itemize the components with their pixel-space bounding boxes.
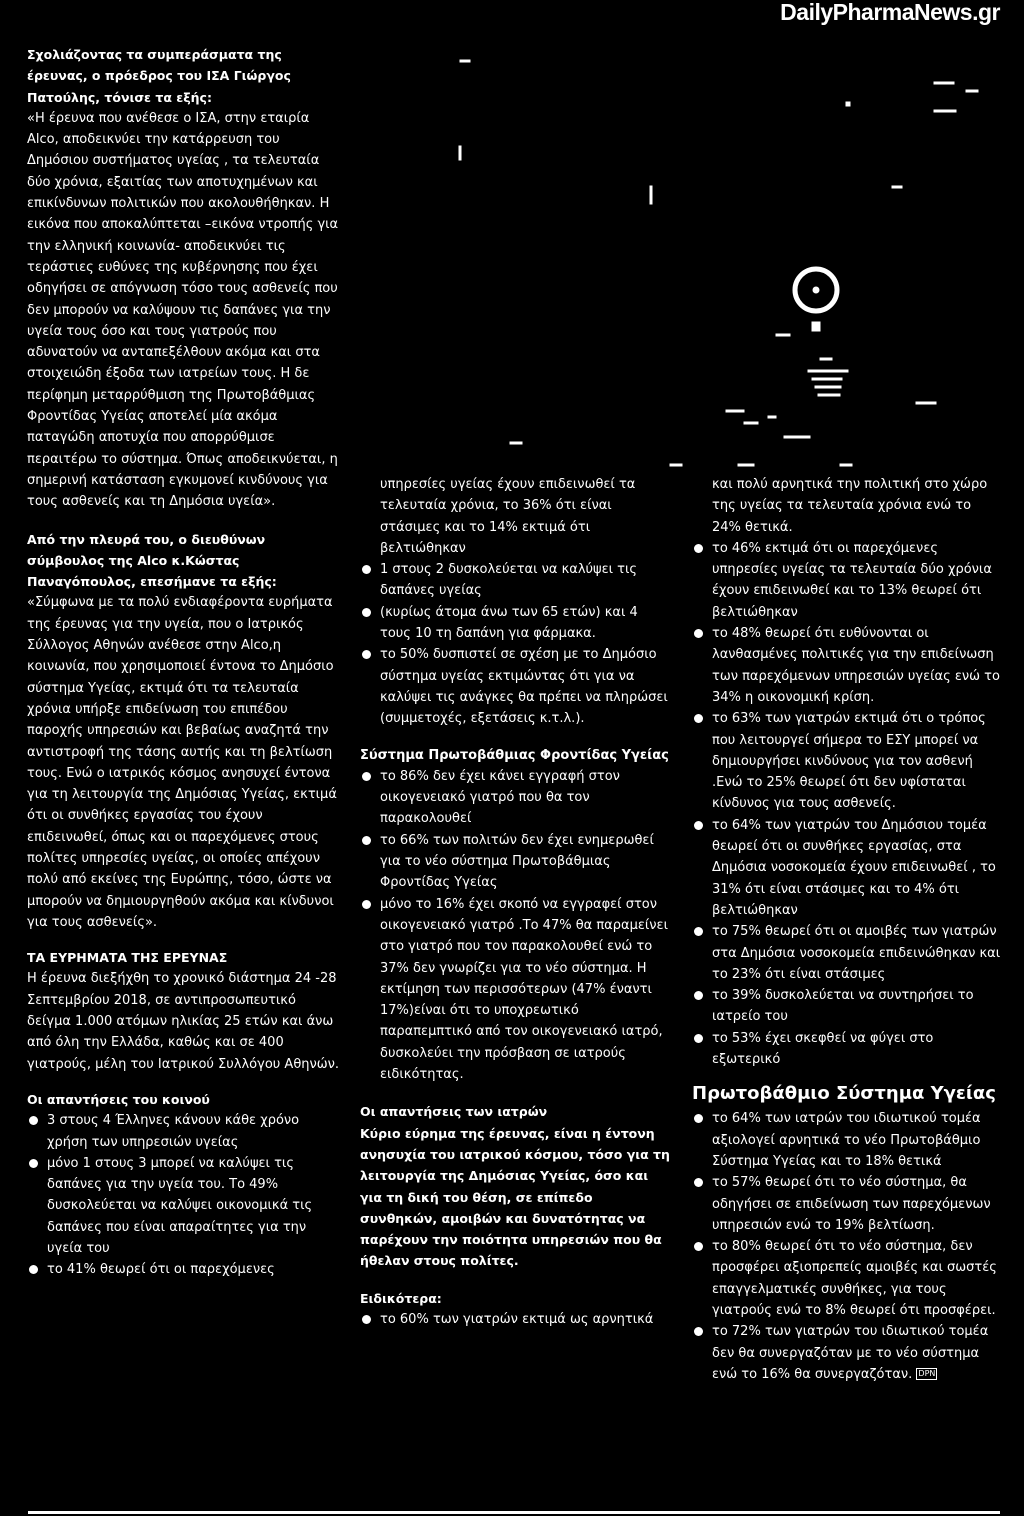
list-item: το 75% θεωρεί ότι οι αμοιβές των γιατρών στα Δημόσια νοσοκομεία επιδεινώθηκαν και το 23% ότι είναι στάσιμες — [692, 921, 1002, 985]
primary-system-title: Πρωτοβάθμιο Σύστημα Υγείας — [692, 1083, 996, 1105]
findings-title: ΤΑ ΕΥΡΗΜΑΤΑ ΤΗΣ ΕΡΕΥΝΑΣ — [27, 950, 228, 966]
brand-logo: DailyPharmaNews.gr — [780, 0, 1000, 25]
list-item: μόνο 1 στους 3 μπορεί να καλύψει τις δαπάνες για την υγεία του. Το 49% δυσκολεύεται να καλύψει οικονομικά τις δαπάνες που είναι απαραίτητες για την υγεία του — [27, 1153, 342, 1259]
primary-system-list — [692, 1108, 1002, 1385]
list-item: το 64% των γιατρών του Δημόσιου τομέα θεωρεί ότι οι συνθήκες εργασίας, στα Δημόσια νοσοκομεία έχουν επιδεινωθεί , το 31% ότι είναι στάσιμες και το 4% ότι βελτιώθηκαν — [692, 815, 1002, 921]
list-item: το 48% θεωρεί ότι ευθύνονται οι λανθασμένες πολιτικές για την επιδείνωση των παρεχόμενων υπηρεσιών υγείας ενώ το 34% η οικονομική κρίση. — [692, 623, 1002, 708]
lead-paragraph-bold-2: Από την πλευρά του, ο διευθύνων σύμβουλος της Alco κ.Κώστας Παναγόπουλος, επεσήμανε τα εξής: — [27, 531, 277, 590]
findings-text: Η έρευνα διεξήχθη το χρονικό διάστημα 24 -28 Σεπτεμβρίου 2018, σε αντιπροσωπευτικό δείγμα 1.000 ατόμων ηλικίας 25 ετών και άνω από όλη την Ελλάδα, καθώς και σε 400 γιατρούς, μέλη του Ιατρικού Συλλόγου Αθηνών. — [27, 971, 340, 1072]
specific-title: Ειδικότερα: — [360, 1290, 442, 1306]
column-3 — [692, 474, 1002, 1385]
primary-care-title: Σύστημα Πρωτοβάθμιας Φροντίδας Υγείας — [360, 747, 669, 763]
quote-panagopoulos: «Σύμφωνα με τα πολύ ενδιαφέροντα ευρήματα της έρευνας για την υγεία, που ο Ιατρικός Σύλλογος Αθηνών ανέθεσε στην Alco,η κοινωνία, που χρησιμοποιεί έντονα το Δημόσιο σύστημα Υγείας, εκτιμά ότι τα τελευταία χρόνια υπήρξε επιδείνωση του επιπέδου παροχής υπηρεσιών και βεβαίως αναζητά την αντιστροφή της τάσης αυτής και τη βελτίωση τους. Ενώ ο ιατρικός κόσμος ανησυχεί έντονα για τη λειτουργία της Δημόσιας Υγείας, εκτιμά ότι οι συνθήκες εργασίας του έχουν επιδεινωθεί, όπως και οι παρεχόμενες στους πολίτες υπηρεσίες υγείας, οι οποίες απέχουν πολύ από εκείνες της Ευρώπης, τόσο, ώστε να μπορούν να δημιουργηθούν ακόμα και κίνδυνοι για τους ασθενείς». — [27, 595, 337, 930]
quote-patoulis: «Η έρευνα που ανέθεσε ο ΙΣΑ, στην εταιρία Alco, αποδεικνύει την κατάρρευση του Δημόσιου συστήματος υγείας , τα τελευταία δύο χρόνια, εξαιτίας των αποτυχημένων και επικίνδυνων πολιτικών που ακολουθήθηκαν. Η εικόνα που αποκαλύπτεται –εικόνα ντροπής για την ελληνική κοινωνία- αποδεικνύει τις τεράστιες ευθύνες της κυβέρνησης που έχει οδηγήσει σε απόγνωση τόσο τους ασθενείς που δεν μπορούν να καλύψουν τις δαπάνες για την υγεία τους όσο και τους γιατρούς που αδυνατούν να ανταπεξέλθουν ακόμα και στα στοιχειώδη έξοδα των ιατρείων τους. Η δε περίφημη μεταρρύθμιση της Πρωτοβάθμιας Φροντίδας Υγείας αποτελεί μία ακόμα παταγώδη αποτυχία που απορρύθμισε περαιτέρω το σύστημα. Όπως αποδεικνύεται, η σημερινή κατάσταση εγκυμονεί κινδύνους για τους ασθενείς και τη Δημόσια υγεία». — [27, 110, 339, 510]
dark-photo — [360, 44, 1000, 474]
continued-text: και πολύ αρνητικά την πολιτική στο χώρο της υγείας τα τελευταία χρόνια ενώ το 24% θετικά. — [712, 477, 988, 535]
list-item: μόνο το 16% έχει σκοπό να εγγραφεί στον οικογενειακό γιατρό .Το 47% θα παραμείνει στο γιατρό που τον παρακολουθεί ενώ το 37% δεν γνωρίζει για το νέο σύστημα. Η εκτίμηση των περισσότερων (47% έναντι 17%)είναι ότι το υποχρεωτικό παραπεμπτικό από τον οικογενειακό ιατρό, δυσκολεύει την πρόσβαση σε ιατρούς ειδικότητας. — [360, 894, 670, 1086]
list-item: 1 στους 2 δυσκολεύεται να καλύψει τις δαπάνες υγείας — [360, 559, 670, 602]
list-item: (κυρίως άτομα άνω των 65 ετών) και 4 τους 10 τη δαπάνη για φάρμακα. — [360, 602, 670, 645]
bottom-rule — [28, 1511, 1000, 1514]
list-item: το 39% δυσκολεύεται να συντηρήσει το ιατρείο του — [692, 985, 1002, 1028]
list-item: 3 στους 4 Έλληνες κάνουν κάθε χρόνο χρήση των υπηρεσιών υγείας — [27, 1110, 342, 1153]
list-item: το 63% των γιατρών εκτιμά ότι ο τρόπος που λειτουργεί σήμερα το ΕΣΥ μπορεί να δημιουργήσει κινδύνους για τον ασθενή .Ενώ το 25% θεωρεί ότι δεν υφίσταται κίνδυνος για τους ασθενείς. — [692, 708, 1002, 814]
list-item: το 66% των πολιτών δεν έχει ενημερωθεί για το νέο σύστημα Πρωτοβάθμιας Φροντίδας Υγείας — [360, 830, 670, 894]
column-1 — [27, 44, 342, 1281]
column-2 — [360, 474, 670, 1330]
list-item: το 41% θεωρεί ότι οι παρεχόμενες — [27, 1259, 342, 1280]
lead-paragraph-bold: Σχολιάζοντας τα συμπεράσματα της έρευνας, ο πρόεδρος του ΙΣΑ Γιώργος Πατούλης, τόνισε τα εξής: — [27, 47, 291, 105]
specific-list — [360, 1309, 670, 1330]
primary-care-list — [360, 766, 670, 1085]
continued-text: υπηρεσίες υγείας έχουν επιδεινωθεί τα τελευταία χρόνια, το 36% ότι είναι στάσιμες και το 14% εκτιμά ότι βελτιώθηκαν — [380, 477, 636, 556]
list-item: το 50% δυσπιστεί σε σχέση με το Δημόσιο σύστημα υγείας εκτιμώντας ότι για να καλύψει τις ανάγκες θα πρέπει να πληρώσει (συμμετοχές, εξετάσεις κ.τ.λ.). — [360, 644, 670, 729]
list-item: το 60% των γιατρών εκτιμά ως αρνητικά — [360, 1309, 670, 1330]
public-answers-list-cont — [360, 559, 670, 729]
list-item: το 86% δεν έχει κάνει εγγραφή στον οικογενειακό γιατρό που θα τον παρακολουθεί — [360, 766, 670, 830]
list-item: το 57% θεωρεί ότι το νέο σύστημα, θα οδηγήσει σε επιδείνωση των παρεχόμενων υπηρεσιών ενώ το 19% βελτίωση. — [692, 1172, 1002, 1236]
public-answers-title: Οι απαντήσεις του κοινού — [27, 1091, 210, 1107]
list-item: το 64% των ιατρών του ιδιωτικού τομέα αξιολογεί αρνητικά το νέο Πρωτοβάθμιο Σύστημα Υγείας και το 18% θετικά — [692, 1108, 1002, 1172]
public-answers-list — [27, 1110, 342, 1280]
list-item — [692, 1321, 1002, 1385]
doctors-list — [692, 538, 1002, 1070]
list-item: το 53% έχει σκεφθεί να φύγει στο εξωτερικό — [692, 1028, 1002, 1071]
list-item-text: το 72% των γιατρών του ιδιωτικού τομέα δεν θα συνεργαζόταν με το νέο σύστημα ενώ το 16% θα συνεργαζόταν. — [712, 1324, 989, 1382]
doctors-answers-title: Οι απαντήσεις των ιατρών — [360, 1104, 548, 1120]
doctors-lead: Κύριο εύρημα της έρευνας, είναι η έντονη ανησυχία του ιατρικού κόσμου, τόσο για τη λειτουργία της Δημόσιας Υγείας, όσο και για τη δική του θέση, σε επίπεδο συνθηκών, αμοιβών και δυνατότητας να παρέχουν την ποιότητα υπηρεσιών που θα ήθελαν στους πολίτες. — [360, 1125, 670, 1269]
list-item: το 80% θεωρεί ότι το νέο σύστημα, δεν προσφέρει αξιοπρεπείς αμοιβές και σωστές επαγγελματικές συνθήκες, για τους γιατρούς ενώ το 8% θεωρεί ότι προσφέρει. — [692, 1236, 1002, 1321]
list-item: το 46% εκτιμά ότι οι παρεχόμενες υπηρεσίες υγείας τα τελευταία δύο χρόνια έχουν επιδεινωθεί και το 13% θεωρεί ότι βελτιώθηκαν — [692, 538, 1002, 623]
dpn-end-mark: DPN — [918, 1369, 936, 1379]
